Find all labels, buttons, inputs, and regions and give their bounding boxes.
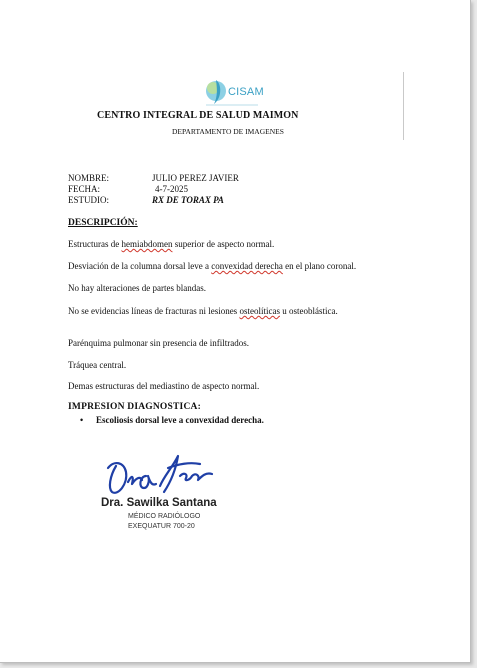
description-paragraph: Estructuras de hemiabdomen superior de aspecto normal.: [68, 239, 275, 249]
spellcheck-word: convexidad derecha: [211, 261, 283, 271]
description-heading: DESCRIPCIÓN:: [68, 218, 138, 228]
list-item: [80, 415, 264, 425]
description-paragraph: Parénquima pulmonar sin presencia de infiltrados.: [68, 338, 249, 348]
department-name: DEPARTAMENTO DE IMAGENES: [172, 127, 284, 136]
description-paragraph: No se evidencias líneas de fracturas ni lesiones osteolíticas u osteoblástica.: [68, 306, 338, 316]
impression-heading: IMPRESION DIAGNOSTICA:: [68, 402, 201, 412]
patient-fields: [68, 173, 239, 206]
bullet-icon: •: [80, 415, 84, 425]
signature-title: MÉDICO RADIÓLOGO: [128, 513, 201, 520]
study-date: 4-7-2025: [155, 184, 188, 194]
field-label: ESTUDIO:: [68, 195, 109, 205]
field-row-date: [68, 184, 239, 195]
description-paragraph: Tráquea central.: [68, 360, 127, 370]
patient-name: JULIO PEREZ JAVIER: [152, 173, 239, 183]
spellcheck-word: osteolíticas: [239, 306, 280, 316]
logo-text: CISAM: [228, 86, 264, 98]
margin-line: [403, 72, 404, 140]
description-paragraph: No hay alteraciones de partes blandas.: [68, 283, 206, 293]
impression-list: [80, 415, 264, 425]
field-row-name: [68, 173, 239, 184]
field-label: NOMBRE:: [68, 173, 110, 183]
field-label: FECHA:: [68, 184, 101, 194]
field-row-study: [68, 195, 239, 206]
signature-icon: [102, 446, 222, 498]
organization-name: CENTRO INTEGRAL DE SALUD MAIMON: [97, 110, 299, 121]
impression-text: Escoliosis dorsal leve a convexidad derecha.: [96, 415, 264, 425]
description-paragraph: Demas estructuras del mediastino de aspecto normal.: [68, 381, 260, 391]
spellcheck-word: hemiabdomen: [121, 239, 173, 249]
signature-license: EXEQUATUR 700-20: [128, 523, 195, 530]
study-type: RX DE TORAX PA: [152, 195, 224, 205]
description-paragraph: Desviación de la columna dorsal leve a convexidad derecha en el plano coronal.: [68, 261, 357, 271]
signature-name: Dra. Sawilka Santana: [101, 497, 217, 509]
